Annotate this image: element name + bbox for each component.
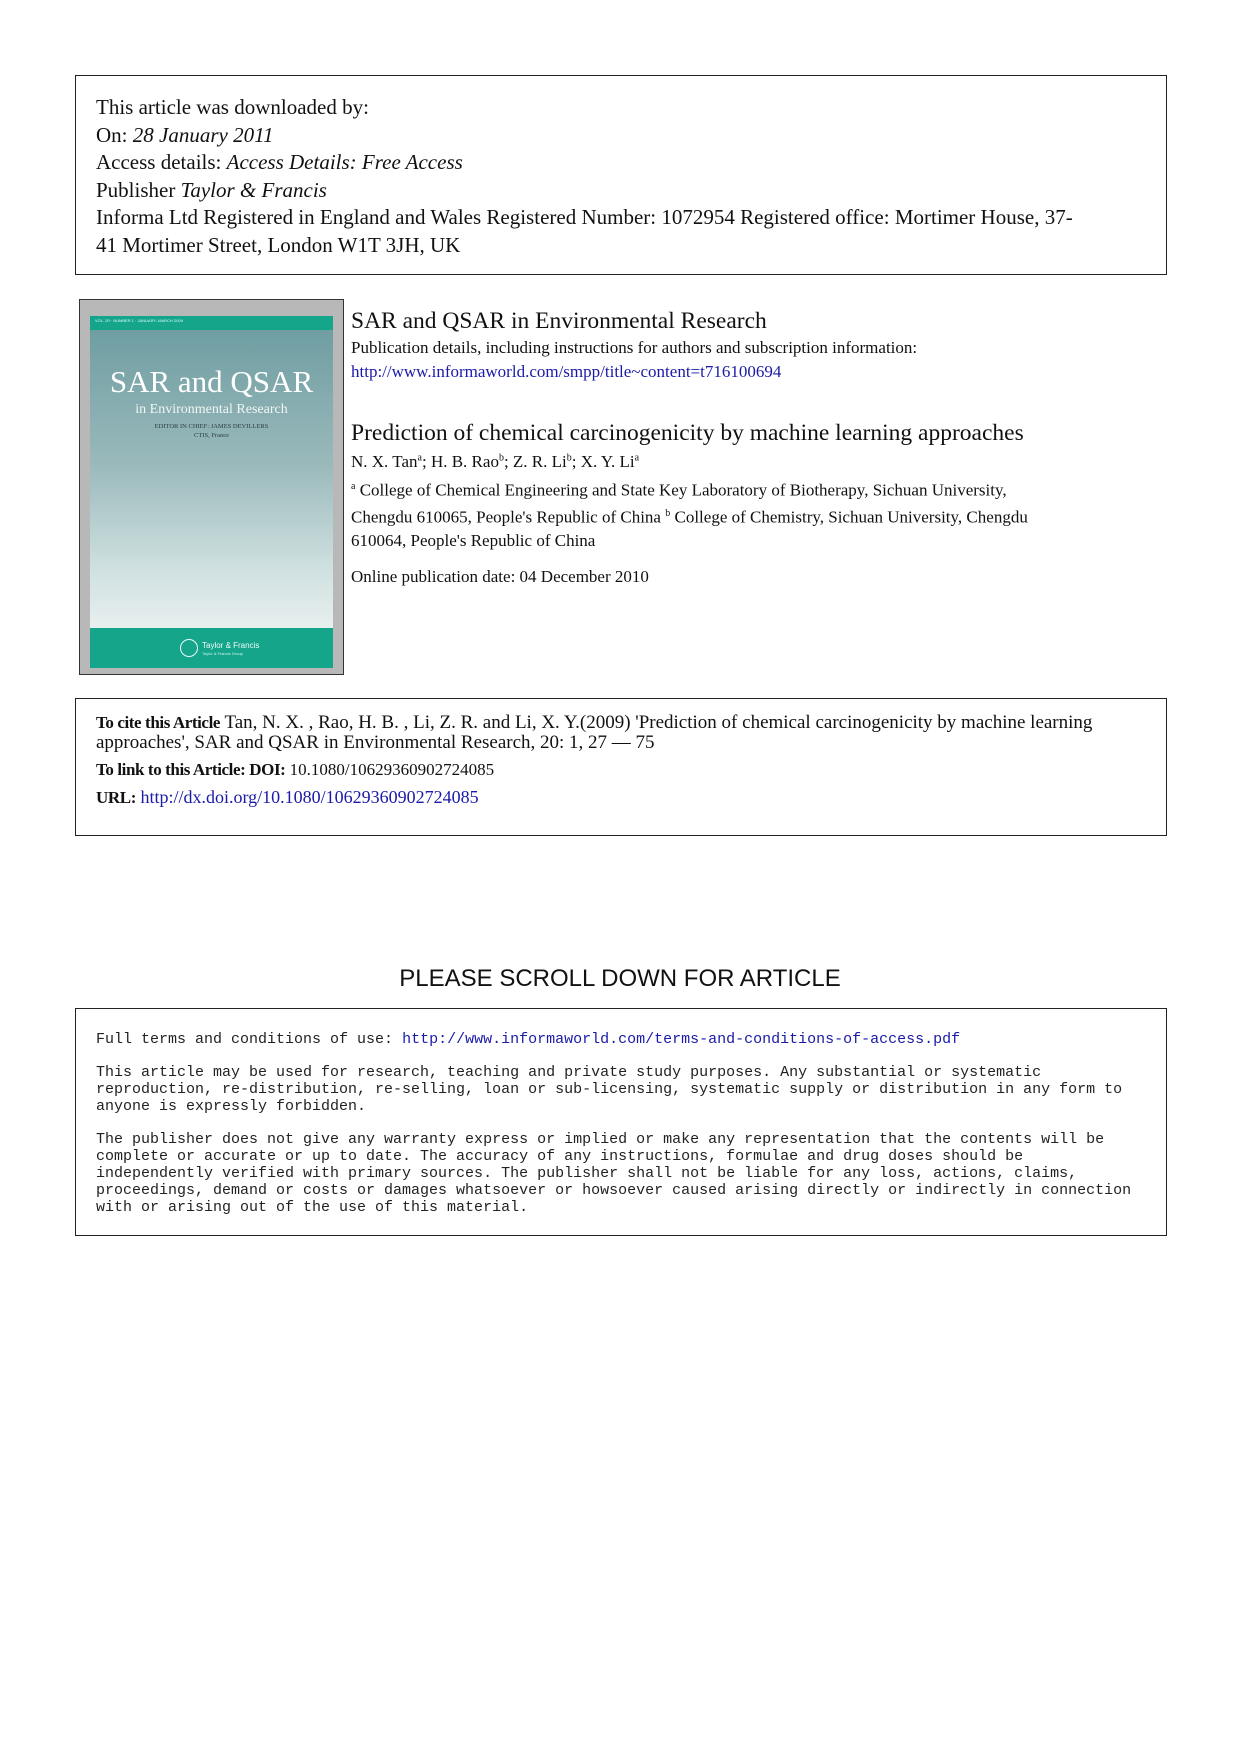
affiliation-b: College of Chemistry, Sichuan University, Chengdu bbox=[670, 507, 1028, 527]
online-date-label: Online publication date: bbox=[351, 567, 520, 586]
author: N. X. Tan bbox=[351, 452, 418, 471]
author-affil-sup: b bbox=[566, 452, 572, 464]
journal-cover-image bbox=[79, 299, 344, 675]
download-date-label: On: bbox=[96, 122, 133, 147]
access-details-line bbox=[96, 149, 1146, 177]
publisher-name: Taylor & Francis bbox=[180, 177, 327, 202]
affil-b-sup: b bbox=[665, 508, 671, 520]
terms-paragraph-disclaimer: The publisher does not give any warranty express or implied or make any representation that the contents will be complete or accurate or up to date. The accuracy of any instructions, formulae and drug doses should be independently verified with primary sources. The publisher shall not be liable for any loss, actions, claims, proceedings, demand or costs or damages whatsoever or howsoever caused arising directly or indirectly in connection with or arising out of the use of this material. bbox=[96, 1131, 1132, 1216]
online-date-value: 04 December 2010 bbox=[519, 567, 649, 586]
cover-volume-text: VOL. 20 · NUMBER 1 · JANUARY–MARCH 2009 bbox=[95, 318, 183, 323]
author: X. Y. Li bbox=[580, 452, 635, 471]
journal-title: SAR and QSAR in Environmental Research bbox=[351, 308, 767, 334]
cover-bottom-band bbox=[90, 628, 333, 668]
terms-line bbox=[96, 1031, 1146, 1048]
terms-box bbox=[75, 1008, 1167, 1236]
affil-a-sup: a bbox=[351, 481, 356, 492]
affiliation-a: College of Chemical Engineering and State Key Laboratory of Biotherapy, Sichuan University, bbox=[355, 480, 1007, 500]
doi-label: To link to this Article: DOI: bbox=[96, 760, 286, 779]
author-affil-sup: a bbox=[634, 452, 640, 464]
author: H. B. Rao bbox=[430, 452, 499, 471]
affiliation-a-cont: Chengdu 610065, People's Republic of China bbox=[351, 507, 666, 527]
cover-editor-line-1: EDITOR IN CHIEF: JAMES DEVILLERS bbox=[154, 423, 269, 430]
citation-text: Tan, N. X. , Rao, H. B. , Li, Z. R. and Li, X. Y.(2009) 'Prediction of chemical carcinogenicity by machine learning approaches', SAR and QSAR in Environmental Research, 20: 1, 27 — 75 bbox=[96, 712, 1093, 753]
affiliation-b-cont: 610064, People's Republic of China bbox=[351, 531, 596, 551]
journal-url-link[interactable]: http://www.informaworld.com/smpp/title~content=t716100694 bbox=[351, 362, 782, 381]
cover-title: SAR and QSAR bbox=[109, 364, 314, 399]
download-info-box bbox=[75, 75, 1167, 275]
download-date-line bbox=[96, 122, 1146, 150]
cover-editor-line-2: CTIS, France bbox=[193, 432, 230, 439]
author-affil-sup: a bbox=[417, 452, 422, 464]
url-label: URL: bbox=[96, 788, 136, 807]
publisher-line bbox=[96, 177, 1146, 205]
author-affil-sup: b bbox=[498, 452, 504, 464]
article-title: Prediction of chemical carcinogenicity by machine learning approaches bbox=[351, 420, 1024, 446]
cover-logo-text: Taylor & Francis bbox=[202, 641, 260, 650]
access-details-label: Access details: bbox=[96, 150, 227, 174]
cover-subtitle: in Environmental Research bbox=[135, 402, 288, 417]
registered-office-line-2: 41 Mortimer Street, London W1T 3JH, UK bbox=[96, 232, 461, 257]
terms-paragraph-usage: This article may be used for research, teaching and private study purposes. Any substantial or systematic reproduction, re-distribution, re-selling, loan or sub-licensing, systematic supply or distribution in any form to anyone is expressly forbidden. bbox=[96, 1064, 1123, 1115]
online-publication-date bbox=[351, 567, 649, 587]
affiliations bbox=[351, 475, 1141, 553]
publisher-label: Publisher bbox=[96, 177, 181, 202]
citation-box bbox=[75, 698, 1167, 836]
author: Z. R. Li bbox=[512, 452, 567, 471]
cite-label: To cite this Article bbox=[96, 713, 221, 732]
doi-value: 10.1080/10629360902724085 bbox=[285, 760, 495, 779]
cover-editor bbox=[90, 422, 333, 440]
publication-details: Publication details, including instructions for authors and subscription information: bbox=[351, 338, 918, 357]
doi-row bbox=[96, 760, 1146, 780]
url-row bbox=[96, 787, 1146, 808]
doi-url-link[interactable]: http://dx.doi.org/10.1080/10629360902724085 bbox=[135, 787, 479, 807]
download-line: This article was downloaded by: bbox=[96, 95, 369, 119]
access-details: Access Details: Free Access bbox=[226, 150, 463, 174]
scroll-notice: PLEASE SCROLL DOWN FOR ARTICLE bbox=[399, 965, 841, 992]
registered-office-line-1: Informa Ltd Registered in England and Wales Registered Number: 1072954 Registered office: Mortimer House, 37- bbox=[96, 205, 1073, 229]
cover-top-band bbox=[90, 316, 333, 330]
taylor-francis-logo-icon bbox=[180, 639, 198, 657]
cover-logo-subtext: Taylor & Francis Group bbox=[202, 651, 243, 656]
download-date: 28 January 2011 bbox=[132, 122, 274, 147]
terms-label: Full terms and conditions of use: bbox=[96, 1031, 403, 1048]
citation bbox=[96, 713, 1146, 753]
terms-url-link[interactable]: http://www.informaworld.com/terms-and-conditions-of-access.pdf bbox=[402, 1031, 961, 1048]
author-list: N. X. Tan$^a$; H. B. Rao$^b$; Z. R. Li$^b$; X. Y. Li$^a$ bbox=[351, 452, 640, 471]
